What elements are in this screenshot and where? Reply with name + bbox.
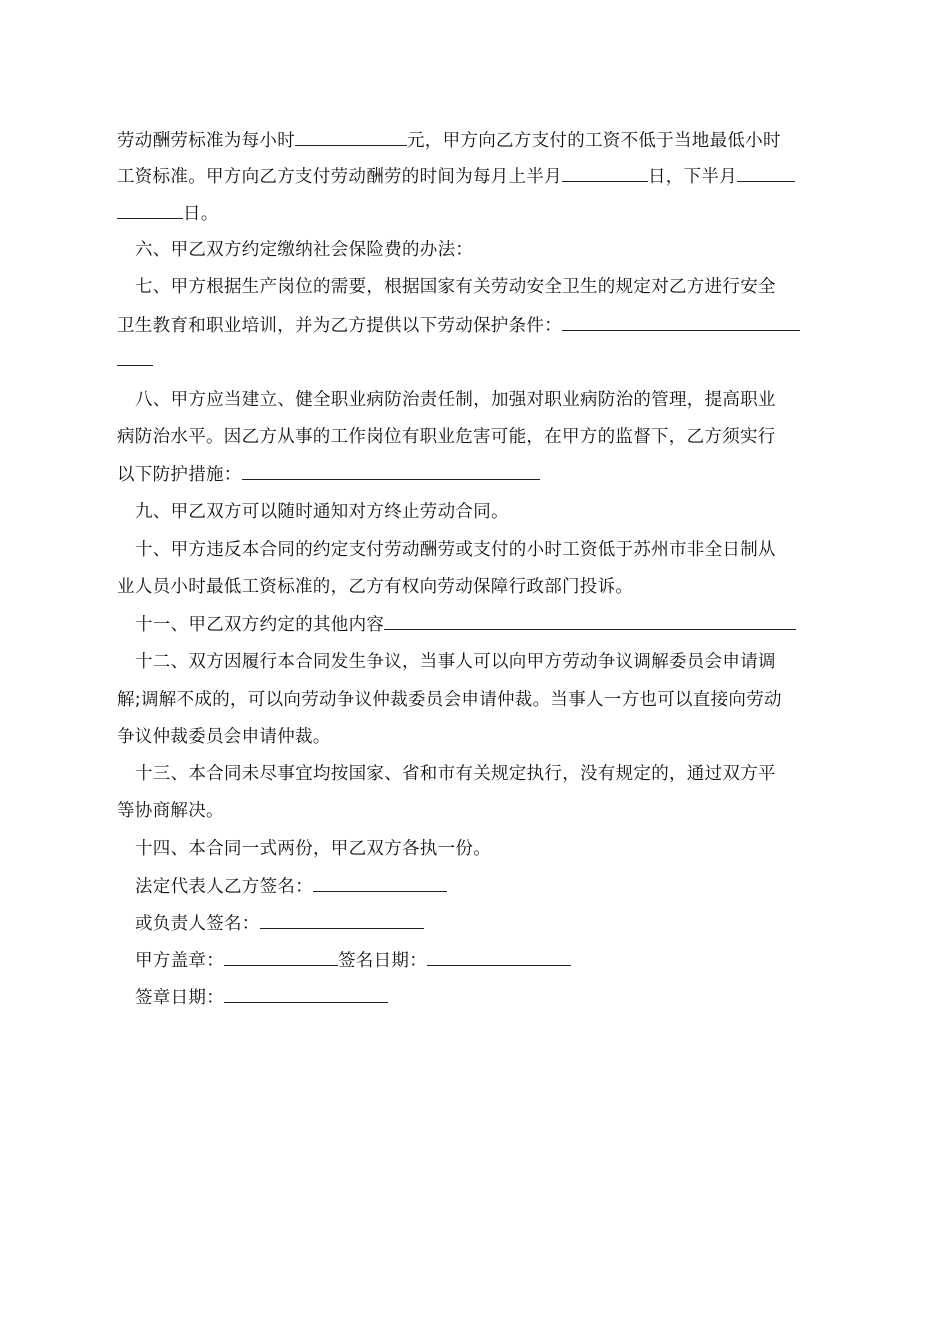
text-segment: 十一、甲乙双方约定的其他内容 <box>135 615 385 635</box>
text-segment: 工资标准。甲方向乙方支付劳动酬劳的时间为每月上半月 <box>117 167 562 187</box>
text-segment: 九、甲乙双方可以随时通知对方终止劳动合同。 <box>135 502 509 522</box>
clause-11 <box>135 612 796 637</box>
text-segment: 解;调解不成的，可以向劳动争议仲裁委员会申请仲裁。当事人一方也可以直接向劳动 <box>117 690 782 710</box>
seal-and-date-line <box>135 948 571 973</box>
text-segment: 日，下半月 <box>648 167 737 187</box>
payment-time-line-end <box>117 201 219 226</box>
legal-rep-signature-line <box>135 874 447 899</box>
text-segment: 八、甲方应当建立、健全职业病防治责任制，加强对职业病防治的管理，提高职业 <box>135 390 776 410</box>
text-segment: 六、甲乙双方约定缴纳社会保险费的办法： <box>135 240 474 260</box>
text-segment: 十二、双方因履行本合同发生争议，当事人可以向甲方劳动争议调解委员会申请调 <box>135 652 776 672</box>
text-segment: 劳动酬劳标准为每小时 <box>117 131 295 151</box>
protective-measures-blank <box>242 462 540 480</box>
first-half-day-blank <box>562 164 648 182</box>
clause-7-blank-cont <box>117 348 153 373</box>
second-half-day-blank-cont <box>117 201 183 219</box>
clause-8 <box>135 388 776 412</box>
text-segment: 病防治水平。因乙方从事的工作岗位有职业危害可能，在甲方的监督下，乙方须实行 <box>117 427 776 447</box>
text-segment: 以下防护措施： <box>117 465 242 485</box>
protection-conditions-blank-cont <box>117 348 153 366</box>
text-segment: 业人员小时最低工资标准的，乙方有权向劳动保障行政部门投诉。 <box>117 577 634 597</box>
clause-8-cont <box>117 425 776 449</box>
text-segment: 甲方盖章： <box>135 951 224 971</box>
seal-date-blank <box>224 985 388 1003</box>
text-segment: 争议仲裁委员会申请仲裁。 <box>117 727 331 747</box>
clause-6 <box>135 238 473 262</box>
text-segment: 签名日期： <box>338 951 427 971</box>
clause-10 <box>135 538 776 562</box>
legal-rep-signature-blank <box>313 874 447 892</box>
text-segment: 七、甲方根据生产岗位的需要，根据国家有关劳动安全卫生的规定对乙方进行安全 <box>135 277 776 297</box>
clause-13-cont <box>117 799 224 823</box>
text-segment: 十三、本合同未尽事宜均按国家、省和市有关规定执行，没有规定的，通过双方平 <box>135 764 776 784</box>
clause-12 <box>135 650 776 674</box>
clause-12-cont-2 <box>117 725 331 749</box>
person-in-charge-signature-blank <box>260 911 424 929</box>
clause-12-cont-1 <box>117 688 782 712</box>
wage-standard-line <box>117 128 781 153</box>
clause-13 <box>135 762 776 786</box>
text-segment: 法定代表人乙方签名： <box>135 877 313 897</box>
text-segment: 签章日期： <box>135 988 224 1008</box>
text-segment: 十四、本合同一式两份，甲乙双方各执一份。 <box>135 839 491 859</box>
clause-14 <box>135 837 491 861</box>
party-a-seal-blank <box>224 948 338 966</box>
hourly-wage-blank <box>295 128 407 146</box>
text-segment: 等协商解决。 <box>117 801 224 821</box>
clause-7-cont <box>117 313 800 338</box>
other-content-blank <box>384 612 796 630</box>
text-segment: 卫生教育和职业培训，并为乙方提供以下劳动保护条件： <box>117 316 562 336</box>
person-in-charge-signature-line <box>135 911 424 936</box>
text-segment: 十、甲方违反本合同的约定支付劳动酬劳或支付的小时工资低于苏州市非全日制从 <box>135 540 776 560</box>
clause-7 <box>135 275 776 299</box>
seal-date-line <box>135 985 388 1010</box>
signature-date-blank <box>427 948 571 966</box>
text-segment: 日。 <box>183 204 219 224</box>
clause-10-cont <box>117 575 633 599</box>
protection-conditions-blank <box>562 313 800 331</box>
second-half-day-blank <box>737 164 795 182</box>
clause-9 <box>135 500 509 524</box>
text-segment: 元，甲方向乙方支付的工资不低于当地最低小时 <box>407 131 781 151</box>
text-segment: 或负责人签名： <box>135 914 260 934</box>
payment-time-line <box>117 164 795 189</box>
clause-8-measures <box>117 462 540 487</box>
